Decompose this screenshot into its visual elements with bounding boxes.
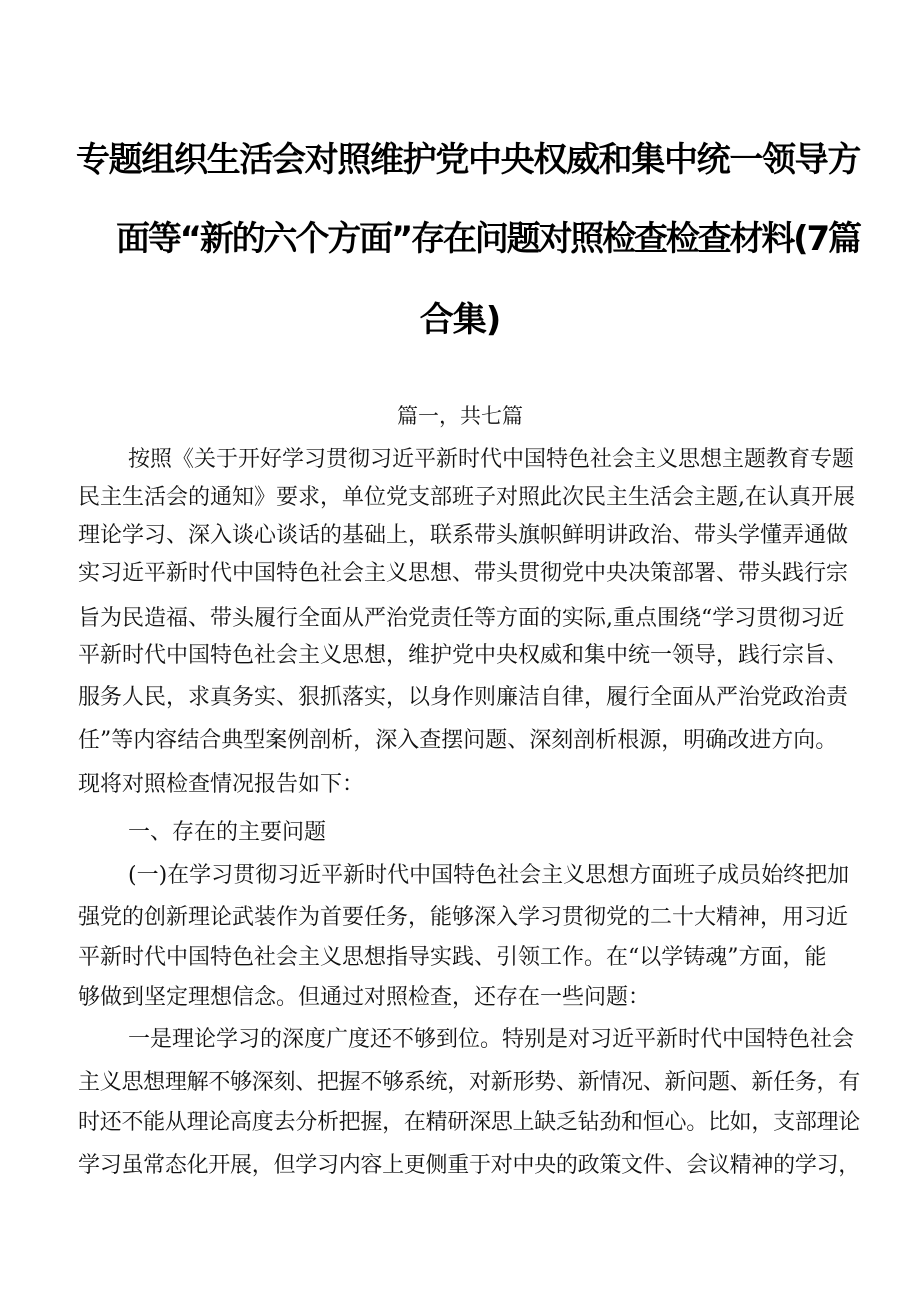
document-title-line-1: 专题组织生活会对照维护党中央权威和集中统一领导方 [76,140,860,180]
paragraph-line: 主义思想理解不够深刻、把握不够系统，对新形势、新情况、新问题、新任务，有 [78,1070,861,1095]
paragraph-line: (一)在学习贯彻习近平新时代中国特色社会主义思想方面班子成员始终把加 [128,863,850,888]
paragraph-line: 旨为民造福、带头履行全面从严治党责任等方面的实际,重点围绕“学习贯彻习近 [78,606,845,631]
paragraph-line: 按照《关于开好学习贯彻习近平新时代中国特色社会主义思想主题教育专题 [128,447,855,472]
paragraph-line: 任”等内容结合典型案例剖析，深入查摆问题、深刻剖析根源，明确改进方向。 [78,728,838,753]
document-subtitle: 篇一，共七篇 [397,404,523,428]
paragraph-line: 服务人民，求真务实、狠抓落实，以身作则廉洁自律，履行全面从严治党政治责 [78,685,849,710]
paragraph-line: 强党的创新理论武装作为首要任务，能够深入学习贯彻党的二十大精神，用习近 [78,905,849,930]
paragraph-line: 平新时代中国特色社会主义思想指导实践、引领工作。在“以学铸魂”方面，能 [78,945,827,970]
section-heading: 一、存在的主要问题 [128,820,327,845]
paragraph-line: 学习虽常态化开展，但学习内容上更侧重于对中央的政策文件、会议精神的学习， [78,1153,861,1178]
paragraph-line: 时还不能从理论高度去分析把握，在精研深思上缺乏钻劲和恒心。比如，支部理论 [78,1110,861,1135]
paragraph-line: 够做到坚定理想信念。但通过对照检查，还存在一些问题： [78,985,651,1010]
paragraph-line: 民主生活会的通知》要求，单位党支部班子对照此次民主生活会主题,在认真开展 [78,485,855,510]
paragraph-line: 实习近平新时代中国特色社会主义思想、带头贯彻党中央决策部署、带头践行宗 [78,561,849,586]
paragraph-line: 理论学习、深入谈心谈话的基础上，联系带头旗帜鲜明讲政治、带头学懂弄通做 [78,523,849,548]
paragraph-line: 一是理论学习的深度广度还不够到位。特别是对习近平新时代中国特色社会 [128,1027,855,1052]
paragraph-line: 平新时代中国特色社会主义思想，维护党中央权威和集中统一领导，践行宗旨、 [78,643,849,668]
document-title-line-2: 面等“新的六个方面”存在问题对照检查检查材料(7篇 [116,219,860,259]
document-title-line-3: 合集) [419,300,501,340]
paragraph-line: 现将对照检查情况报告如下： [78,772,365,797]
